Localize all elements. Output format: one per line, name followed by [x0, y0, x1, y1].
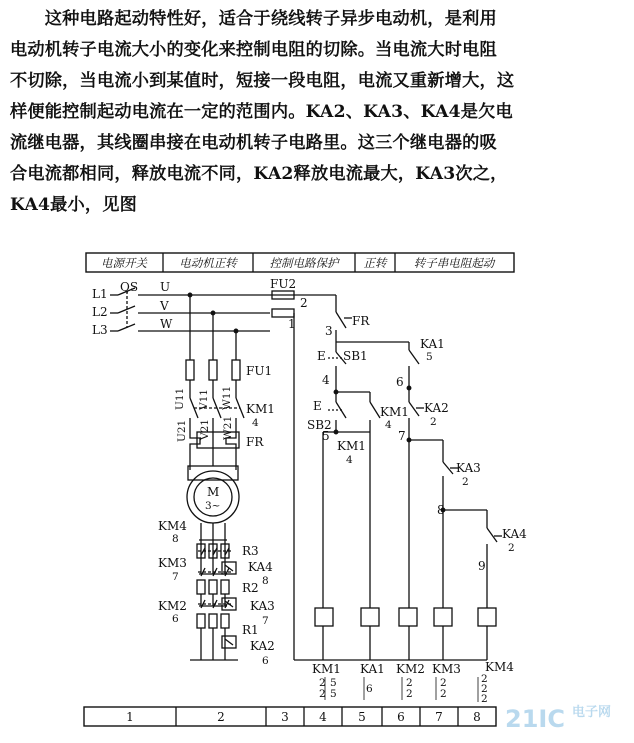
- label-sb1: SB1: [343, 349, 368, 363]
- label-v11: V11: [198, 389, 210, 410]
- label-ka3-contact: KA3: [456, 461, 481, 475]
- label-fr-main: FR: [246, 435, 264, 449]
- power-labels: [92, 280, 275, 512]
- footer-col-5: 5: [358, 710, 366, 724]
- label-km1-seal: KM1: [380, 405, 409, 419]
- header-motor-forward: 电动机正转: [179, 256, 237, 270]
- intro-line: 流继电器，其线圈串接在电动机转子电路里。这三个继电器的吸: [10, 133, 497, 153]
- footer-col-4: 4: [319, 710, 327, 724]
- coil-km2-ref: 2: [406, 677, 413, 689]
- label-ka1-contact: KA1: [420, 337, 445, 351]
- label-ka4-contact-col: 2: [508, 542, 515, 554]
- footer-col-7: 7: [435, 710, 443, 724]
- label-km4-rotor: KM4: [158, 519, 187, 533]
- label-km3-rotor-col: 7: [172, 571, 179, 583]
- label-node-3: 3: [325, 324, 333, 338]
- label-node-4: 4: [322, 373, 330, 387]
- header-rotor-resistance-start: 转子串电阻起动: [413, 256, 495, 270]
- header-power-switch: 电源开关: [101, 256, 147, 270]
- label-node-8: 8: [437, 503, 445, 517]
- label-motor: M: [207, 485, 220, 499]
- header-bar: [86, 253, 514, 272]
- label-ka4-rotor-col: 8: [262, 575, 269, 587]
- label-node-9: 9: [478, 559, 486, 573]
- label-node-2: 2: [300, 296, 308, 310]
- label-ka2-rotor: KA2: [250, 639, 275, 653]
- coil-km1-ref: 5: [330, 688, 337, 700]
- intro-line: KA4最小，见图: [10, 195, 138, 215]
- label-ka1-contact-col: 5: [426, 351, 433, 363]
- rotor-circuit: [190, 540, 238, 660]
- label-u: U: [160, 280, 171, 294]
- header-forward: 正转: [363, 256, 387, 270]
- watermark-sub: 电子网: [572, 705, 612, 720]
- coil-ka1-ref: 6: [366, 683, 373, 695]
- label-w11: W11: [221, 385, 233, 410]
- footer-bar: [84, 707, 496, 726]
- label-fu2: FU2: [270, 277, 297, 291]
- label-l3: L3: [92, 323, 108, 337]
- coil-km4-ref: 2: [481, 683, 488, 695]
- label-node-7: 7: [398, 429, 406, 443]
- label-node-1: 1: [288, 317, 296, 331]
- control-labels: [270, 277, 527, 573]
- coil-km3-ref: 2: [440, 688, 447, 700]
- label-ka2-contact-col: 2: [430, 416, 437, 428]
- label-l2: L2: [92, 305, 108, 319]
- label-ka3-rotor: KA3: [250, 599, 275, 613]
- coil-km1-ref: 2: [319, 677, 326, 689]
- label-km1-main: KM1: [246, 402, 275, 416]
- label-km4-rotor-col: 8: [172, 533, 179, 545]
- coil-km3-label: KM3: [432, 662, 461, 676]
- label-km1-coil-link: KM1: [337, 439, 366, 453]
- label-qs: QS: [120, 280, 139, 294]
- footer-col-8: 8: [473, 710, 481, 724]
- coil-km1-ref: 5: [330, 677, 337, 689]
- intro-line: 不切除，当电流小到某值时，短接一段电阻，电流又重新增大，这: [10, 71, 515, 91]
- label-sb2-e: E: [313, 399, 322, 413]
- coil-km4-ref: 2: [481, 673, 488, 685]
- label-ka2-contact: KA2: [424, 401, 449, 415]
- label-km3-rotor: KM3: [158, 556, 187, 570]
- intro-line: 这种电路起动特性好，适合于绕线转子异步电动机，是利用: [10, 9, 497, 29]
- label-v: V: [160, 299, 169, 313]
- label-ka3-rotor-col: 7: [262, 615, 269, 627]
- label-r2: R2: [242, 581, 259, 595]
- intro-line: 电动机转子电流大小的变化来控制电阻的切除。当电流大时电阻: [10, 40, 497, 60]
- label-r1: R1: [242, 623, 259, 637]
- label-r3: R3: [242, 544, 259, 558]
- label-w: W: [160, 317, 173, 331]
- label-node-6: 6: [396, 375, 404, 389]
- label-w21: W21: [222, 415, 234, 440]
- label-sb2: SB2: [307, 418, 332, 432]
- label-km2-rotor: KM2: [158, 599, 187, 613]
- label-l1: L1: [92, 287, 108, 301]
- label-km2-rotor-col: 6: [172, 613, 179, 625]
- coil-km1-label: KM1: [312, 662, 341, 676]
- watermark-main: 21IC: [505, 705, 565, 733]
- label-v21: V21: [199, 419, 211, 440]
- label-u11: U11: [174, 387, 186, 410]
- coil-km4-label: KM4: [485, 660, 514, 674]
- label-km1-coil-link-col: 4: [346, 454, 353, 466]
- label-fu1: FU1: [246, 364, 273, 378]
- label-ka4-contact: KA4: [502, 527, 527, 541]
- header-control-protection: 控制电路保护: [269, 256, 339, 270]
- footer-col-1: 1: [126, 710, 134, 724]
- coil-km1-ref: 2: [319, 688, 326, 700]
- label-ka3-contact-col: 2: [462, 476, 469, 488]
- coil-labels: [312, 660, 514, 705]
- label-km1-seal-col: 4: [385, 419, 392, 431]
- label-km1-main-col: 4: [252, 417, 259, 429]
- footer-col-2: 2: [217, 710, 225, 724]
- footer-col-6: 6: [397, 710, 405, 724]
- watermark-logo: [505, 704, 611, 733]
- coil-km4-ref: 2: [481, 693, 488, 705]
- label-node-5: 5: [322, 429, 330, 443]
- footer-col-3: 3: [281, 710, 289, 724]
- coil-ka1-label: KA1: [360, 662, 385, 676]
- coil-ref-dividers: [325, 677, 478, 702]
- intro-line: 合电流都相同，释放电流不同，KA2释放电流最大，KA3次之，: [10, 164, 508, 184]
- label-motor-phase: 3~: [205, 500, 221, 512]
- label-ka4-rotor: KA4: [248, 560, 273, 574]
- label-fr-contact: FR: [352, 314, 370, 328]
- coil-km2-label: KM2: [396, 662, 425, 676]
- coil-km2-ref: 2: [406, 688, 413, 700]
- label-ka2-rotor-col: 6: [262, 655, 269, 667]
- intro-line: 样便能控制起动电流在一定的范围内。KA2、KA3、KA4是欠电: [10, 102, 513, 122]
- coil-km3-ref: 2: [440, 677, 447, 689]
- label-sb1-e: E: [317, 349, 326, 363]
- label-u21: U21: [176, 419, 188, 442]
